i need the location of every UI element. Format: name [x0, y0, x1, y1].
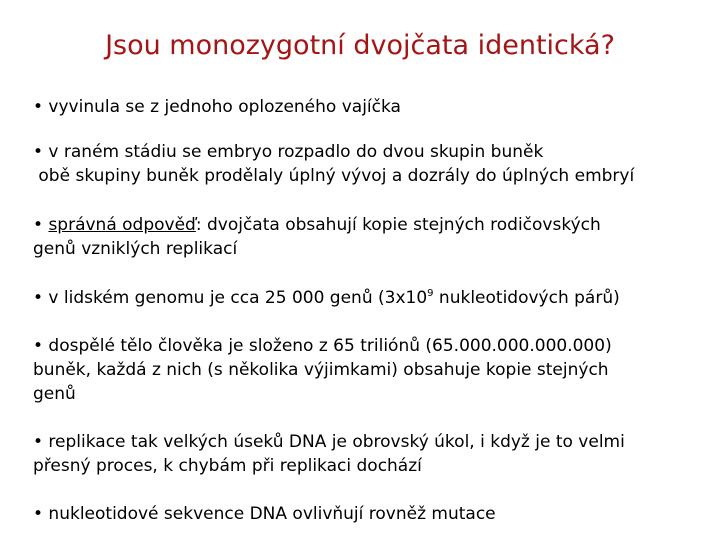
bullet-line: buněk, každá z nich (s několika výjimkami) obsahuje kopie stejných — [33, 360, 609, 380]
bullet-cell-count — [33, 334, 693, 406]
bullet-embryo-split — [33, 140, 693, 188]
bullet-line: • nukleotidové sekvence DNA ovlivňují rovněž mutace — [33, 504, 496, 524]
bullet-line — [33, 213, 693, 237]
genome-exponent: 9 — [427, 288, 434, 299]
bullet-line: • v raném stádiu se embryo rozpadlo do dvou skupin buněk — [33, 142, 544, 162]
genome-text-before: • v lidském genomu je cca 25 000 genů (3x10 — [33, 288, 428, 308]
bullet-line: genů — [33, 384, 76, 404]
bullet-line: • dospělé tělo člověka je složeno z 65 triliónů (65.000.000.000.000) — [33, 336, 612, 356]
bullet-marker: • — [33, 215, 49, 235]
bullet-line: • vyvinula se z jednoho oplozeného vajíčka — [33, 97, 401, 117]
bullet-line — [33, 286, 693, 310]
bullet-line: genů vzniklých replikací — [33, 239, 238, 259]
genome-text-after: nukleotidových párů) — [433, 288, 620, 308]
bullet-line: obě skupiny buněk prodělaly úplný vývoj a dozrály do úplných embryí — [33, 166, 635, 186]
bullet-genome-size — [33, 286, 693, 310]
bullet-single-egg — [33, 95, 693, 119]
correct-answer-text: : dvojčata obsahují kopie stejných rodičovských — [195, 215, 601, 235]
bullet-line: • replikace tak velkých úseků DNA je obrovský úkol, i když je to velmi — [33, 432, 625, 452]
bullet-correct-answer — [33, 213, 693, 261]
bullet-line: přesný proces, k chybám při replikaci dochází — [33, 456, 422, 476]
bullet-mutations — [33, 502, 693, 526]
slide-title: Jsou monozygotní dvojčata identická? — [105, 30, 615, 61]
correct-answer-label: správná odpověď — [48, 215, 196, 235]
bullet-replication — [33, 430, 693, 478]
